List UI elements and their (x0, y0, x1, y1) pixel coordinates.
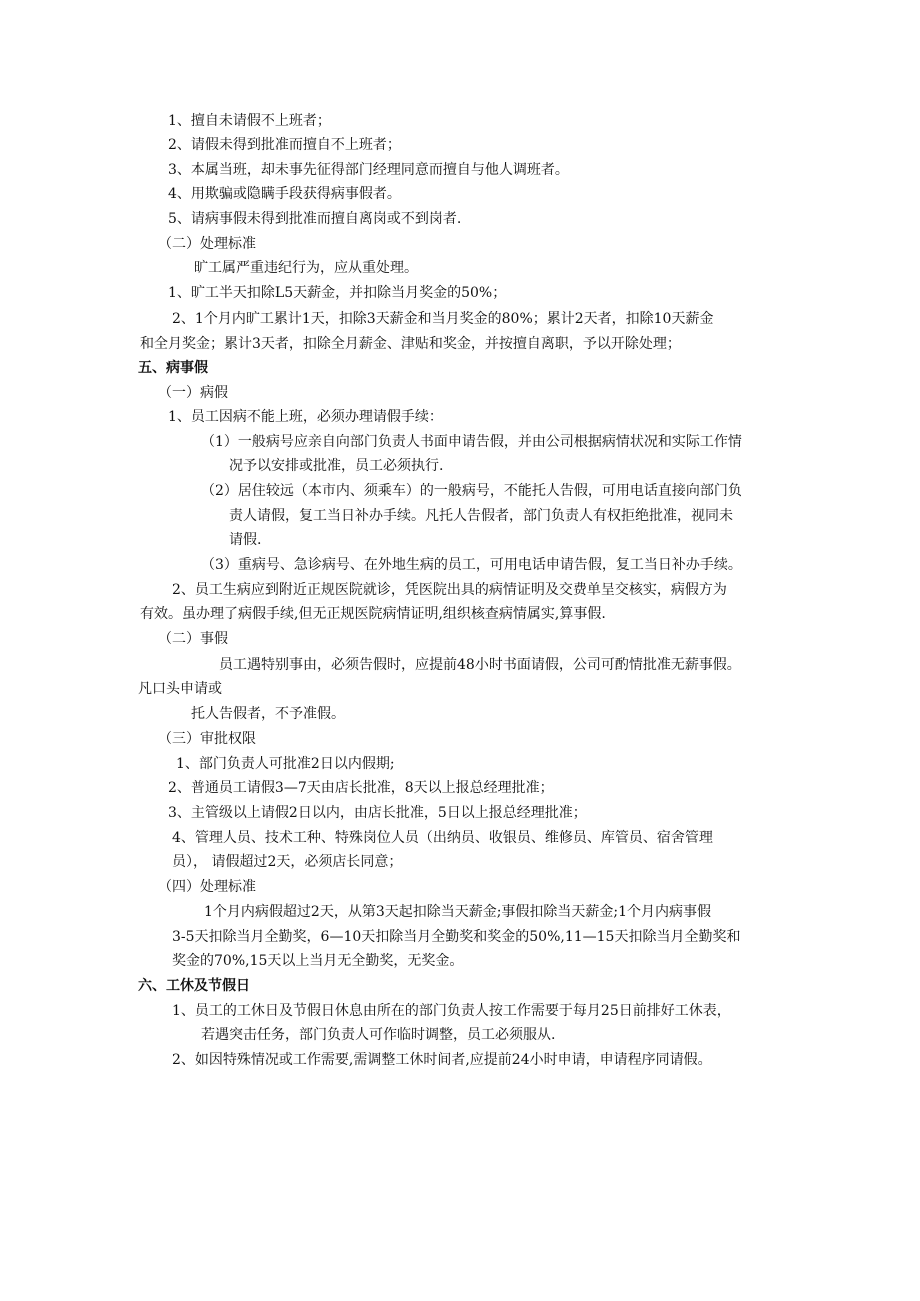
text-line: 有效。虽办理了病假手续,但无正规医院病情证明,组织核查病情属实,算事假. (140, 606, 606, 622)
text-line: 2、员工生病应到附近正规医院就诊，凭医院出具的病情证明及交费单呈交核实，病假方为 (172, 582, 727, 598)
subsection-heading: （二）事假 (158, 631, 228, 647)
subsection-heading: （二）处理标准 (158, 236, 256, 252)
text-line: 2、普通员工请假3—7天由店长批准，8天以上报总经理批准； (168, 780, 554, 796)
text-line: 3、主管级以上请假2日以内，由店长批准，5日以上报总经理批准； (168, 805, 587, 821)
text-line: （2）居住较远（本市内、须乘车）的一般病号，不能托人告假，可用电话直接向部门负 (201, 483, 742, 499)
text-line: 1、旷工半天扣除L5天薪金，并扣除当月奖金的50%； (168, 285, 507, 301)
text-line: （3）重病号、急诊病号、在外地生病的员工，可用电话申请告假，复工当日补办手续。 (201, 557, 742, 573)
text-line: 责人请假，复工当日补办手续。凡托人告假者，部门负责人有权拒绝批准，视同未 (229, 508, 733, 524)
text-line: 1个月内病假超过2天，从第3天起扣除当天薪金;事假扣除当天薪金;1个月内病事假 (204, 904, 712, 920)
text-line: 4、用欺骗或隐瞒手段获得病事假者。 (168, 186, 401, 202)
text-line: 请假. (229, 532, 262, 548)
text-line: 2、请假未得到批准而擅自不上班者； (168, 137, 401, 153)
text-line: 和全月奖金；累计3天者，扣除全月薪金、津贴和奖金，并按擅自离职，予以开除处理； (140, 336, 681, 352)
section-heading: 五、病事假 (138, 360, 208, 376)
subsection-heading: （一）病假 (158, 385, 228, 401)
text-line: 1、员工因病不能上班，必须办理请假手续： (168, 409, 443, 425)
text-line: 3-5天扣除当月全勤奖，6—10天扣除当月全勤奖和奖金的50%,11—15天扣除当月全勤奖和 (172, 929, 741, 945)
text-line: 凡口头申请或 (138, 681, 222, 697)
text-line: 旷工属严重违纪行为，应从重处理。 (194, 260, 418, 276)
text-line: 奖金的70%,15天以上当月无全勤奖，无奖金。 (172, 953, 464, 969)
text-line: 2、如因特殊情况或工作需要,需调整工休时间者,应提前24小时申请，申请程序同请假。 (172, 1052, 712, 1068)
text-line: 4、管理人员、技术工种、特殊岗位人员（出纳员、收银员、维修员、库管员、宿舍管理 (172, 830, 713, 846)
text-line: 2、1个月内旷工累计1天，扣除3天薪金和当月奖金的80%；累计2天者，扣除10天薪金 (172, 311, 714, 327)
text-line: 托人告假者，不予准假。 (191, 706, 345, 722)
text-line: 若遇突击任务，部门负责人可作临时调整，员工必须服从. (201, 1027, 556, 1043)
subsection-heading: （三）审批权限 (158, 731, 256, 747)
text-line: 况予以安排或批准，员工必须执行. (229, 458, 444, 474)
text-line: 1、部门负责人可批准2日以内假期; (176, 756, 395, 772)
text-line: 员）， 请假超过2天，必须店长同意； (172, 854, 403, 870)
section-heading: 六、工休及节假日 (138, 978, 250, 994)
text-line: 3、本属当班，却未事先征得部门经理同意而擅自与他人调班者。 (168, 162, 569, 178)
text-line: 1、员工的工休日及节假日休息由所在的部门负责人按工作需要于每月25日前排好工休表， (172, 1003, 731, 1019)
text-line: 1、擅自未请假不上班者； (168, 113, 331, 129)
subsection-heading: （四）处理标准 (158, 879, 256, 895)
text-line: （1）一般病号应亲自向部门负责人书面申请告假，并由公司根据病情状况和实际工作情 (201, 434, 742, 450)
text-line: 员工遇特别事由，必须告假时，应提前48小时书面请假，公司可酌情批准无薪事假。 (219, 657, 741, 673)
text-line: 5、请病事假未得到批准而擅自离岗或不到岗者. (168, 211, 462, 227)
